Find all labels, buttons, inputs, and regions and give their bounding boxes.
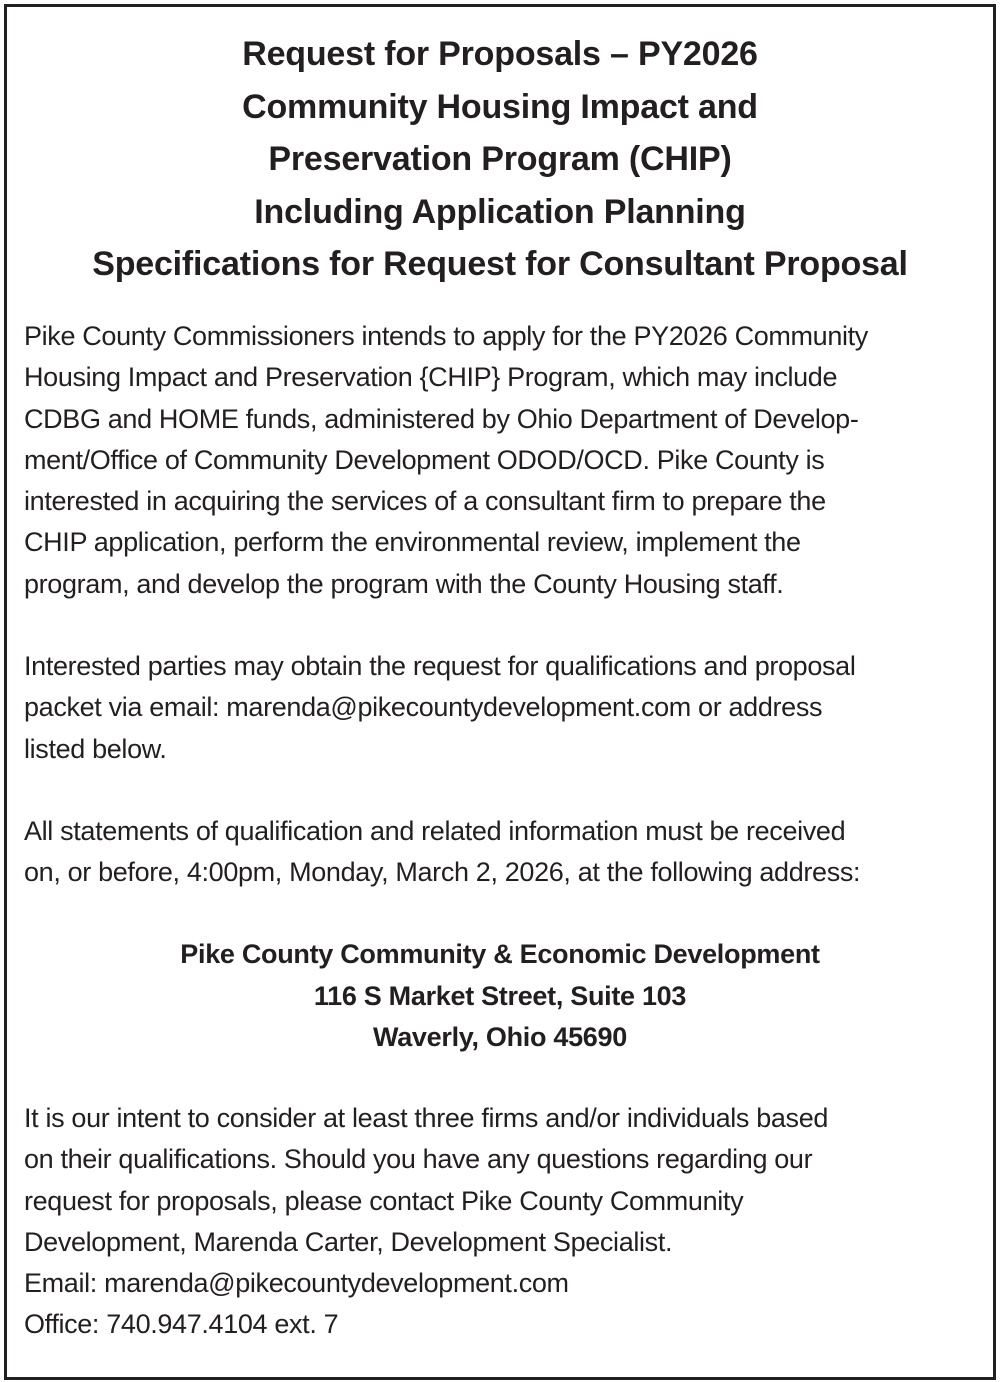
text-line: Housing Impact and Preservation {CHIP} Program, which may include xyxy=(24,362,838,393)
address-line: Waverly, Ohio 45690 xyxy=(373,1022,627,1052)
text-line: All statements of qualification and related information must be received xyxy=(24,816,846,846)
address-line: 116 S Market Street, Suite 103 xyxy=(313,980,687,1011)
title-line: Request for Proposals – PY2026 xyxy=(242,35,758,73)
address-line: Pike County Community & Economic Development xyxy=(180,939,820,969)
text-line: packet via email: marenda@pikecountydevelopment.com or address xyxy=(24,692,823,723)
text-line: on their qualifications. Should you have any questions regarding our xyxy=(24,1144,813,1175)
text-line: Pike County Commissioners intends to apply for the PY2026 Community xyxy=(24,321,868,351)
title-line: Community Housing Impact and xyxy=(242,87,758,126)
closing-paragraph xyxy=(24,1098,984,1346)
text-line: Interested parties may obtain the request for qualifications and proposal xyxy=(24,651,856,681)
text-line: program, and develop the program with the County Housing staff. xyxy=(24,568,784,599)
mailing-address xyxy=(0,934,1000,1059)
text-line: on, or before, 4:00pm, Monday, March 2, 2026, at the following address: xyxy=(24,857,861,888)
packet-paragraph xyxy=(24,646,984,770)
contact-email: Email: marenda@pikecountydevelopment.com xyxy=(24,1268,569,1299)
title-line: Preservation Program (CHIP) xyxy=(268,140,732,178)
contact-office-phone: Office: 740.947.4104 ext. 7 xyxy=(24,1309,339,1340)
text-line: interested in acquiring the services of a consultant firm to prepare the xyxy=(24,486,826,517)
text-line: CDBG and HOME funds, administered by Ohio Department of Develop- xyxy=(24,403,859,434)
intent-paragraph xyxy=(24,316,984,605)
deadline-paragraph xyxy=(24,811,984,894)
notice-title xyxy=(0,28,1000,291)
text-line: Development, Marenda Carter, Development Specialist. xyxy=(24,1226,673,1257)
text-line: It is our intent to consider at least three firms and/or individuals based xyxy=(24,1103,829,1133)
title-line: Specifications for Request for Consultant Proposal xyxy=(92,245,908,283)
text-line: ment/Office of Community Development ODOD/OCD. Pike County is xyxy=(24,444,825,475)
title-line: Including Application Planning xyxy=(254,192,746,231)
text-line: CHIP application, perform the environmental review, implement the xyxy=(24,527,801,558)
text-line: request for proposals, please contact Pike County Community xyxy=(24,1185,744,1216)
text-line: listed below. xyxy=(24,733,167,764)
